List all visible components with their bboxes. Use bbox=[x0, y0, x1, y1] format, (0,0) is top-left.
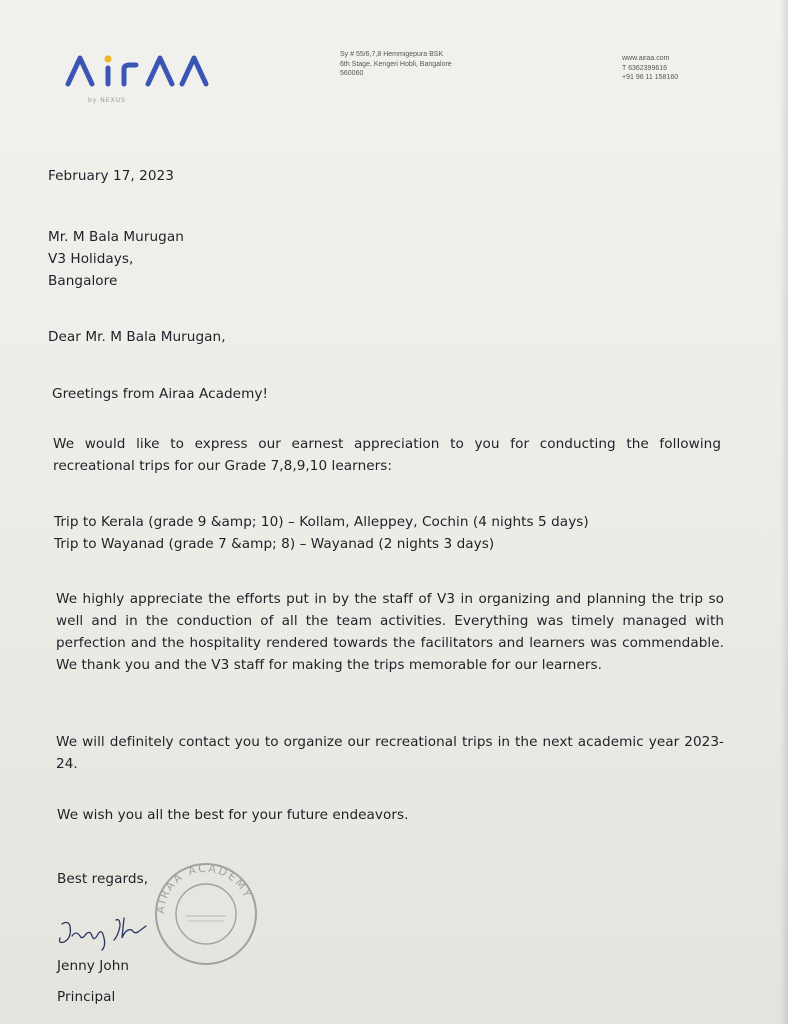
website: www.airaa.com bbox=[622, 55, 670, 62]
signer-title: Principal bbox=[57, 989, 116, 1005]
airaa-logo bbox=[64, 46, 234, 102]
signer-name: Jenny John bbox=[57, 958, 130, 974]
address-line: 560060 bbox=[340, 70, 364, 77]
handwritten-signature bbox=[54, 912, 164, 952]
recipient-name: Mr. M Bala Murugan bbox=[48, 229, 184, 245]
logo-tagline: by NEXUS bbox=[88, 97, 126, 104]
address-line: Sy # 55/6,7,8 Hemmigepura BSK bbox=[340, 51, 444, 58]
academy-stamp bbox=[150, 858, 262, 966]
greeting: Greetings from Airaa Academy! bbox=[52, 386, 268, 402]
stamp-text: AIRAA ACADEMY bbox=[153, 861, 255, 915]
letterhead-contact bbox=[622, 54, 732, 83]
appreciation-paragraph: We highly appreciate the efforts put in by the staff of V3 in organizing and planning the trip so well and in the conduction of all the team activities. Everything was timely managed with perfection and the hospitality rendered towards the facilitators and learners was commendable. We thank you and the V3 staff for making the trips memorable for our learners. bbox=[56, 591, 724, 673]
letterhead-address bbox=[340, 50, 540, 79]
svg-text:AIRAA ACADEMY bbox=[154, 862, 255, 915]
address-line: 6th Stage, Kengeri Hobli, Bangalore bbox=[340, 60, 452, 68]
wishes: We wish you all the best for your future endeavors. bbox=[57, 807, 409, 823]
trip-wayanad: Trip to Wayanad (grade 7 &amp; 8) – Wayanad (2 nights 3 days) bbox=[54, 536, 495, 552]
closing: Best regards, bbox=[57, 871, 149, 887]
letter-date: February 17, 2023 bbox=[48, 168, 174, 184]
recipient-city: Bangalore bbox=[48, 273, 118, 289]
salutation: Dear Mr. M Bala Murugan, bbox=[48, 329, 226, 345]
logo-text: AIRAA bbox=[64, 100, 68, 101]
phone: T 6362399616 bbox=[622, 64, 668, 72]
recipient-company: V3 Holidays, bbox=[48, 251, 134, 267]
trip-kerala: Trip to Kerala (grade 9 &amp; 10) – Kollam, Alleppey, Cochin (4 nights 5 days) bbox=[54, 514, 589, 530]
mobile: +91 96 11 158160 bbox=[622, 74, 679, 81]
future-paragraph: We will definitely contact you to organize our recreational trips in the next academic year 2023-24. bbox=[56, 734, 724, 772]
intro-paragraph: We would like to express our earnest appreciation to you for conducting the following recreational trips for our Grade 7,8,9,10 learners: bbox=[53, 436, 721, 474]
